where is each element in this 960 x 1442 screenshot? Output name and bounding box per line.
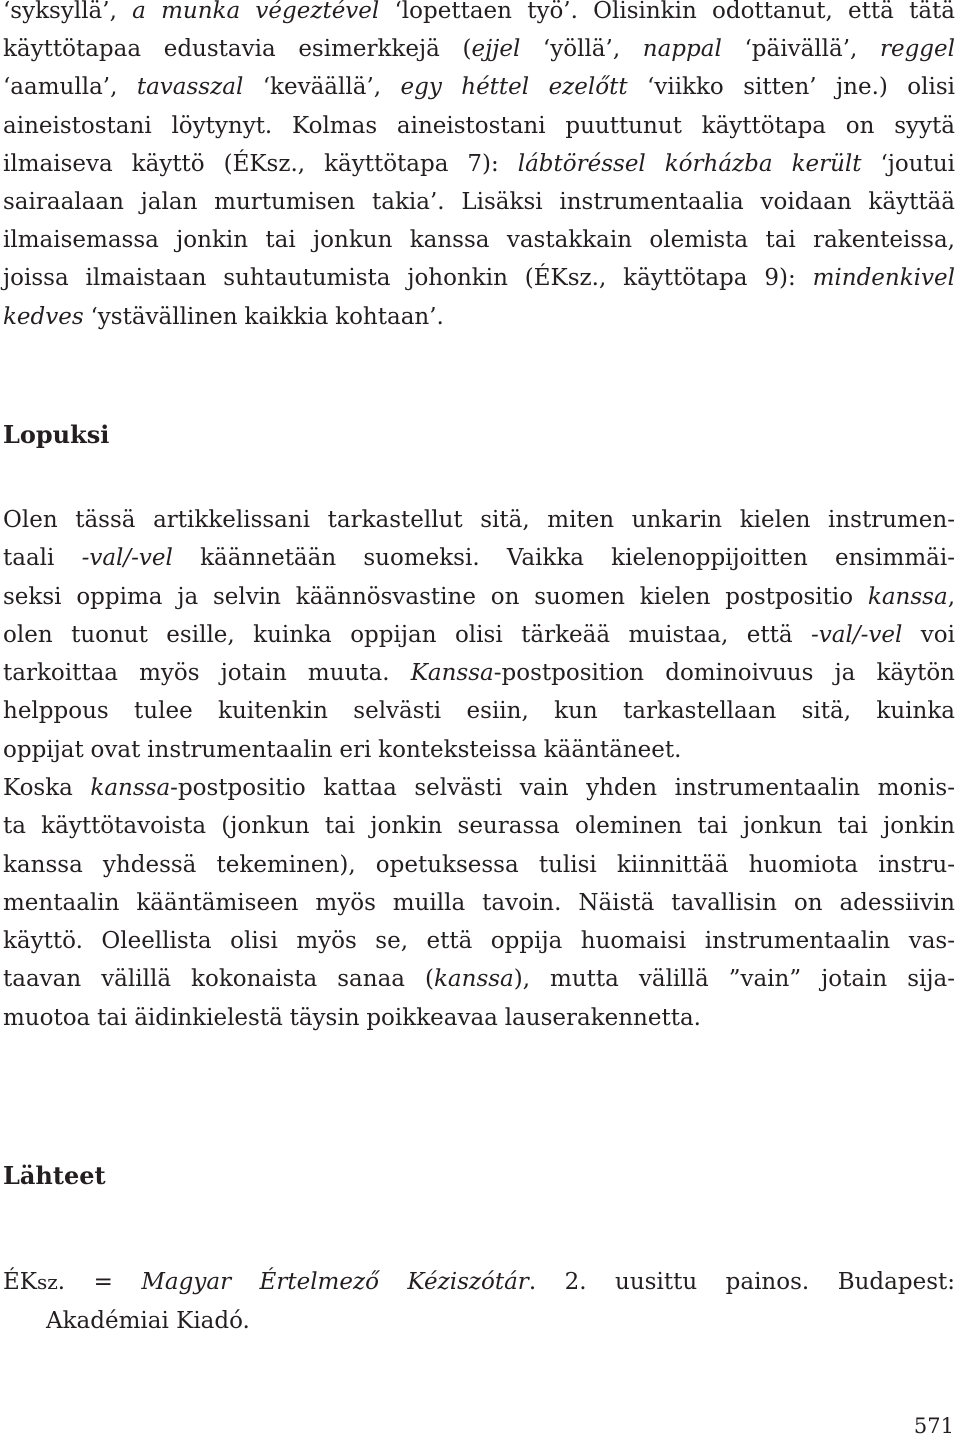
reference-line: ÉKsz. = Magyar Értelmező Kéziszótár. 2. uusittu painos. Budapest: <box>3 1269 955 1295</box>
reference-title: Magyar Értelmező Kéziszótár <box>141 1269 529 1295</box>
text-line: olen tuonut esille, kuinka oppijan olisi tärkeää muistaa, että -val/-vel voi <box>3 621 955 648</box>
text-line: ‘aamulla’, tavasszal ‘keväällä’, egy héttel ezelőtt ‘viikko sitten’ jne.) olisi <box>3 74 956 101</box>
text-line: taali -val/-vel käännetään suomeksi. Vaikka kielenoppijoitten ensimmäi- <box>3 545 955 572</box>
reference-entry <box>3 1263 955 1340</box>
text-line: ta käyttötavoista (jonkun tai jonkin seurassa oleminen tai jonkun tai jonkin <box>3 813 955 840</box>
text-line: kedves ‘ystävällinen kaikkia kohtaan’. <box>3 303 444 330</box>
text-line: aineistostani löytynyt. Kolmas aineistostani puuttunut käyttötapa on syytä <box>3 112 955 139</box>
text-line: Olen tässä artikkelissani tarkastellut sitä, miten unkarin kielen instrumen- <box>3 507 955 533</box>
section-heading-conclusion: Lopuksi <box>3 420 110 449</box>
text-line: helppous tulee kuitenkin selvästi esiin, kun tarkastellaan sitä, kuinka <box>3 698 955 725</box>
text-line: ‘syksyllä’, a munka végeztével ‘lopettaen työ’. Olisinkin odottanut, että tätä <box>3 0 955 24</box>
text-line: joissa ilmaistaan suhtautumista johonkin (ÉKsz., käyttötapa 9): mindenkivel <box>3 265 955 292</box>
text-line: mentaalin kääntämiseen myös muilla tavoin. Näistä tavallisin on adessiivin <box>3 889 955 916</box>
text-line: taavan välillä kokonaista sanaa (kanssa), mutta välillä ”vain” jotain sija- <box>3 966 955 993</box>
paragraph-instrumental-uses <box>3 0 955 336</box>
text-line: käyttö. Oleellista olisi myös se, että oppija huomaisi instrumentaalin vas- <box>3 928 955 955</box>
text-line: tarkoittaa myös jotain muuta. Kanssa-postposition dominoivuus ja käytön <box>3 660 955 687</box>
text-line: sairaalaan jalan murtumisen takia’. Lisäksi instrumentaalia voidaan käyttää <box>3 189 955 216</box>
paragraph-teaching-implications <box>3 769 955 1037</box>
text-line: käyttötapaa edustavia esimerkkejä (ejjel ‘yöllä’, nappal ‘päivällä’, reggel <box>3 36 955 63</box>
text-line: oppijat ovat instrumentaalin eri konteksteissa kääntäneet. <box>3 736 682 763</box>
section-heading-sources: Lähteet <box>3 1161 106 1190</box>
text-line: ilmaisemassa jonkin tai jonkun kanssa vastakkain olemista tai rakenteissa, <box>3 227 955 254</box>
text-line: seksi oppima ja selvin käännösvastine on suomen kielen postpositio kanssa, <box>3 583 955 610</box>
text-line: ilmaiseva käyttö (ÉKsz., käyttötapa 7): lábtöréssel kórházba került ‘joutui <box>3 150 956 177</box>
text-line: muotoa tai äidinkielestä täysin poikkeavaa lauserakennetta. <box>3 1004 701 1031</box>
reference-publisher: Akadémiai Kiadó. <box>46 1307 250 1334</box>
text-line: Koska kanssa-postpositio kattaa selvästi vain yhden instrumentaalin monis- <box>3 775 955 801</box>
paragraph-conclusion <box>3 501 955 769</box>
text-line: kanssa yhdessä tekeminen), opetuksessa tulisi kiinnittää huomiota instru- <box>3 851 955 878</box>
page-number: 571 <box>913 1414 954 1438</box>
